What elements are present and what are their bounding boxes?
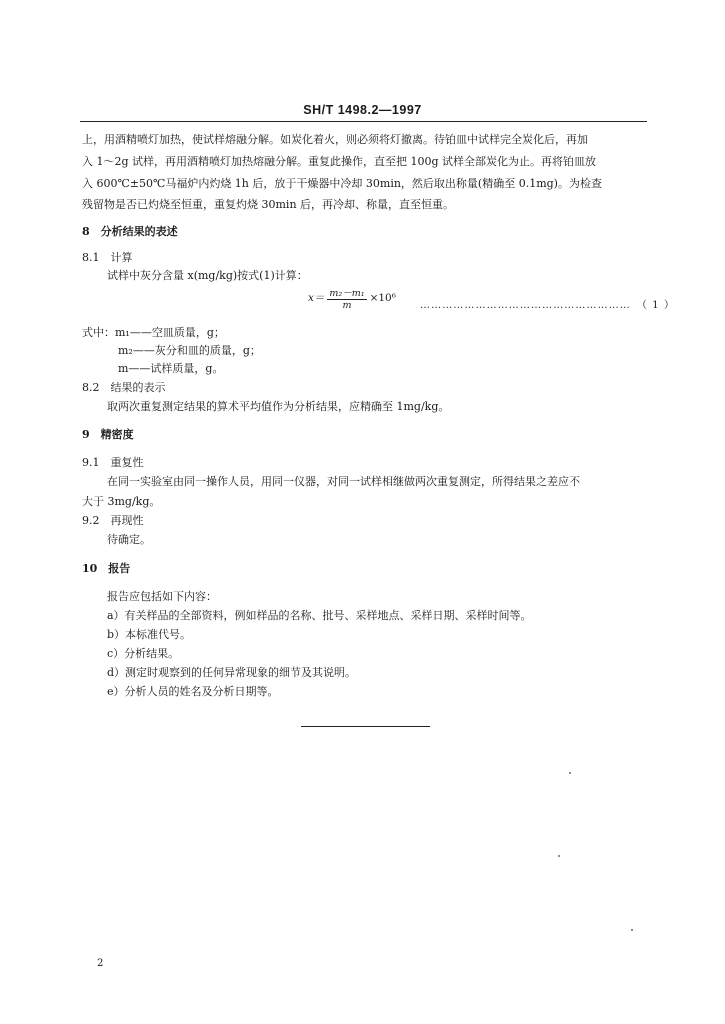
where-line: 式中：m₁——空皿质量，g； bbox=[82, 326, 225, 339]
report-intro: 报告应包括如下内容： bbox=[107, 590, 217, 603]
section-9-1-body-line: 在同一实验室由同一操作人员，用同一仪器，对同一试样相继做两次重复测定，所得结果之差应不 bbox=[107, 475, 580, 488]
section-9-1-title: 9.1 重复性 bbox=[82, 456, 144, 469]
formula-leader-dots: ………………………………………………… （ 1 ） bbox=[420, 300, 676, 311]
section-8-title: 8 分析结果的表述 bbox=[82, 225, 178, 238]
section-8-2-title: 8.2 结果的表示 bbox=[82, 381, 166, 394]
paragraph-line: 入 1～2g 试样，再用酒精喷灯加热熔融分解。重复此操作，直至把 100g 试样全部炭化为止。再将铂皿放 bbox=[82, 155, 597, 168]
end-of-document-rule bbox=[301, 726, 430, 727]
report-item: b）本标准代号。 bbox=[107, 628, 192, 641]
where-line: m——试样质量，g。 bbox=[118, 362, 224, 375]
section-10-title: 10 报告 bbox=[82, 562, 131, 575]
report-item: e）分析人员的姓名及分析日期等。 bbox=[107, 685, 279, 698]
paragraph-line: 残留物是否已灼烧至恒重，重复灼烧 30min 后，再冷却、称量，直至恒重。 bbox=[82, 198, 455, 211]
section-8-2-body: 取两次重复测定结果的算术平均值作为分析结果，应精确至 1mg/kg。 bbox=[107, 400, 450, 413]
report-item: a）有关样品的全部资料，例如样品的名称、批号、采样地点、采样日期、采样时间等。 bbox=[107, 609, 532, 622]
section-9-2-title: 9.2 再现性 bbox=[82, 514, 144, 527]
report-item: c）分析结果。 bbox=[107, 647, 180, 660]
formula-lhs: x＝ bbox=[308, 292, 325, 304]
calculation-intro: 试样中灰分含量 x(mg/kg)按式(1)计算： bbox=[107, 269, 308, 282]
formula-denominator: m bbox=[342, 300, 352, 311]
section-9-title: 9 精密度 bbox=[82, 428, 134, 441]
formula-multiplier: ×10⁶ bbox=[369, 292, 396, 304]
equation-number: （ 1 ） bbox=[636, 300, 676, 311]
paragraph-line: 入 600℃±50℃马福炉内灼烧 1h 后，放于干燥器中冷却 30min，然后取出称量(精确至 0.1mg)。为检查 bbox=[82, 177, 602, 190]
ash-content-formula bbox=[308, 285, 396, 311]
report-item: d）测定时观察到的任何异常现象的细节及其说明。 bbox=[107, 666, 357, 679]
formula-numerator: m₂－m₁ bbox=[327, 285, 366, 300]
paragraph-line: 上，用酒精喷灯加热，使试样熔融分解。如炭化着火，则必须将灯撤离。待铂皿中试样完全炭化后，再加 bbox=[82, 133, 588, 146]
page-number: 2 bbox=[97, 958, 104, 969]
scan-speck bbox=[569, 772, 571, 774]
scan-speck bbox=[558, 855, 560, 857]
section-9-2-body: 待确定。 bbox=[107, 533, 151, 546]
standard-code-header: SH/T 1498.2—1997 bbox=[303, 103, 422, 117]
formula-fraction bbox=[327, 285, 366, 311]
scan-speck bbox=[631, 929, 633, 931]
header-rule bbox=[80, 121, 647, 122]
section-8-1-title: 8.1 计算 bbox=[82, 251, 133, 264]
section-9-1-body-line: 大于 3mg/kg。 bbox=[82, 495, 161, 508]
where-line: m₂——灰分和皿的质量，g； bbox=[118, 344, 261, 357]
